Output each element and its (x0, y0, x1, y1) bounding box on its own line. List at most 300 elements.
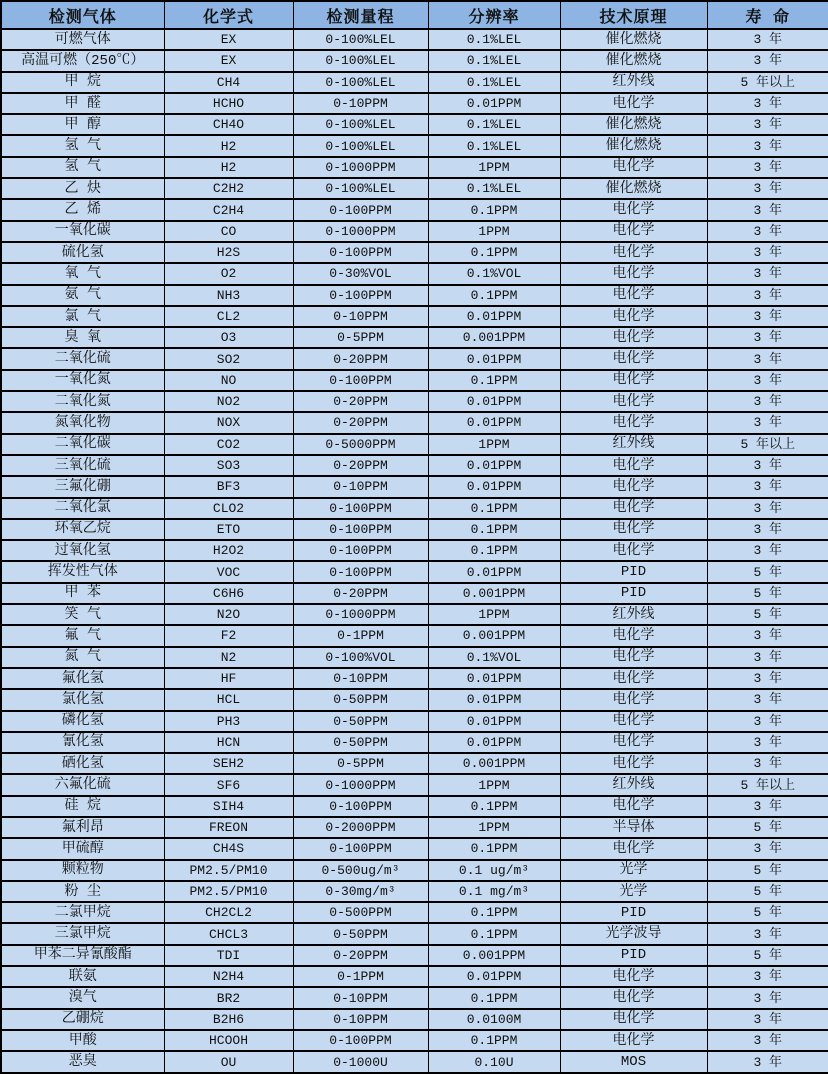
cell-resolution: 0.1PPM (428, 923, 560, 944)
cell-gas: 氨 气 (1, 285, 164, 306)
cell-formula: ETO (164, 519, 293, 540)
cell-resolution: 0.1PPM (428, 242, 560, 263)
cell-lifespan: 3 年 (707, 157, 828, 178)
cell-gas: 过氧化氢 (1, 540, 164, 561)
cell-gas: 臭 氧 (1, 327, 164, 348)
column-header-lifespan: 寿 命 (707, 1, 828, 29)
cell-principle: 电化学 (560, 306, 707, 327)
cell-principle: 电化学 (560, 199, 707, 220)
table-row (1, 157, 828, 178)
cell-resolution: 0.1%LEL (428, 29, 560, 50)
cell-formula: N2 (164, 647, 293, 668)
cell-formula: H2 (164, 157, 293, 178)
cell-gas: 笑 气 (1, 604, 164, 625)
cell-gas: 硫化氢 (1, 242, 164, 263)
column-header-resolution: 分辨率 (428, 1, 560, 29)
cell-resolution: 0.01PPM (428, 689, 560, 710)
cell-principle: MOS (560, 1051, 707, 1073)
table-row (1, 29, 828, 50)
cell-range: 0-100PPM (293, 519, 428, 540)
cell-range: 0-20PPM (293, 945, 428, 966)
cell-range: 0-100PPM (293, 199, 428, 220)
cell-gas: 硅 烷 (1, 796, 164, 817)
cell-lifespan: 5 年 (707, 881, 828, 902)
table-row (1, 519, 828, 540)
cell-formula: SF6 (164, 774, 293, 795)
cell-lifespan: 5 年 (707, 583, 828, 604)
cell-range: 0-100PPM (293, 242, 428, 263)
cell-resolution: 0.0100M (428, 1009, 560, 1030)
cell-formula: O3 (164, 327, 293, 348)
cell-lifespan: 3 年 (707, 391, 828, 412)
cell-principle: 催化燃烧 (560, 114, 707, 135)
cell-formula: SO3 (164, 455, 293, 476)
cell-resolution: 0.1PPM (428, 1030, 560, 1051)
cell-lifespan: 5 年 (707, 817, 828, 838)
cell-resolution: 0.01PPM (428, 391, 560, 412)
table-row (1, 178, 828, 199)
cell-lifespan: 3 年 (707, 796, 828, 817)
cell-principle: PID (560, 583, 707, 604)
cell-principle: 红外线 (560, 434, 707, 455)
cell-resolution: 0.1%LEL (428, 50, 560, 71)
cell-range: 0-50PPM (293, 689, 428, 710)
table-row (1, 923, 828, 944)
cell-gas: 环氧乙烷 (1, 519, 164, 540)
cell-range: 0-500ug/m³ (293, 860, 428, 881)
table-row (1, 72, 828, 93)
column-header-range: 检测量程 (293, 1, 428, 29)
table-row (1, 498, 828, 519)
cell-formula: C2H2 (164, 178, 293, 199)
cell-range: 0-100%LEL (293, 135, 428, 156)
cell-lifespan: 5 年 (707, 604, 828, 625)
cell-formula: CH4S (164, 838, 293, 859)
cell-range: 0-100%LEL (293, 114, 428, 135)
cell-gas: 二氧化氮 (1, 391, 164, 412)
cell-principle: PID (560, 561, 707, 582)
cell-range: 0-20PPM (293, 412, 428, 433)
cell-formula: CH4O (164, 114, 293, 135)
cell-formula: TDI (164, 945, 293, 966)
cell-resolution: 0.01PPM (428, 966, 560, 987)
cell-principle: 电化学 (560, 348, 707, 369)
cell-resolution: 0.1%LEL (428, 72, 560, 93)
cell-lifespan: 3 年 (707, 732, 828, 753)
cell-range: 0-100%LEL (293, 50, 428, 71)
table-row (1, 902, 828, 923)
cell-principle: 电化学 (560, 668, 707, 689)
cell-gas: 乙 烯 (1, 199, 164, 220)
table-row (1, 647, 828, 668)
cell-formula: H2O2 (164, 540, 293, 561)
cell-formula: CO2 (164, 434, 293, 455)
cell-gas: 高温可燃（250℃） (1, 50, 164, 71)
cell-resolution: 0.10U (428, 1051, 560, 1073)
cell-lifespan: 3 年 (707, 647, 828, 668)
table-row (1, 50, 828, 71)
cell-resolution: 0.01PPM (428, 561, 560, 582)
cell-lifespan: 3 年 (707, 455, 828, 476)
cell-formula: N2H4 (164, 966, 293, 987)
cell-formula: CLO2 (164, 498, 293, 519)
cell-resolution: 1PPM (428, 817, 560, 838)
cell-lifespan: 3 年 (707, 753, 828, 774)
cell-principle: 电化学 (560, 1009, 707, 1030)
cell-gas: 磷化氢 (1, 711, 164, 732)
cell-lifespan: 3 年 (707, 242, 828, 263)
table-row (1, 625, 828, 646)
table-row (1, 1051, 828, 1073)
cell-range: 0-50PPM (293, 923, 428, 944)
cell-lifespan: 5 年 (707, 860, 828, 881)
table-row (1, 711, 828, 732)
cell-gas: 氯化氢 (1, 689, 164, 710)
cell-formula: CO (164, 221, 293, 242)
cell-range: 0-20PPM (293, 348, 428, 369)
cell-resolution: 0.1%VOL (428, 647, 560, 668)
cell-formula: FREON (164, 817, 293, 838)
table-row (1, 668, 828, 689)
cell-lifespan: 3 年 (707, 306, 828, 327)
cell-gas: 氮氧化物 (1, 412, 164, 433)
cell-resolution: 0.001PPM (428, 945, 560, 966)
cell-lifespan: 3 年 (707, 285, 828, 306)
cell-principle: 电化学 (560, 285, 707, 306)
cell-gas: 六氟化硫 (1, 774, 164, 795)
cell-range: 0-5000PPM (293, 434, 428, 455)
cell-gas: 二氧化硫 (1, 348, 164, 369)
cell-range: 0-20PPM (293, 583, 428, 604)
cell-gas: 甲酸 (1, 1030, 164, 1051)
cell-gas: 氟 气 (1, 625, 164, 646)
cell-formula: SEH2 (164, 753, 293, 774)
cell-range: 0-2000PPM (293, 817, 428, 838)
cell-lifespan: 3 年 (707, 263, 828, 284)
cell-range: 0-10PPM (293, 1009, 428, 1030)
cell-range: 0-20PPM (293, 455, 428, 476)
cell-resolution: 0.1PPM (428, 519, 560, 540)
cell-lifespan: 3 年 (707, 519, 828, 540)
cell-gas: 二氯甲烷 (1, 902, 164, 923)
cell-range: 0-1PPM (293, 966, 428, 987)
cell-principle: 电化学 (560, 93, 707, 114)
cell-formula: C6H6 (164, 583, 293, 604)
cell-gas: 一氧化碳 (1, 221, 164, 242)
cell-formula: HCHO (164, 93, 293, 114)
table-row (1, 327, 828, 348)
cell-gas: 粉 尘 (1, 881, 164, 902)
cell-lifespan: 3 年 (707, 711, 828, 732)
cell-gas: 二氧化氯 (1, 498, 164, 519)
cell-principle: 电化学 (560, 455, 707, 476)
cell-gas: 三氟化硼 (1, 476, 164, 497)
cell-lifespan: 3 年 (707, 540, 828, 561)
cell-formula: NO2 (164, 391, 293, 412)
cell-range: 0-5PPM (293, 327, 428, 348)
cell-formula: CH2CL2 (164, 902, 293, 923)
cell-lifespan: 3 年 (707, 93, 828, 114)
cell-lifespan: 3 年 (707, 668, 828, 689)
cell-range: 0-1000PPM (293, 604, 428, 625)
table-row (1, 285, 828, 306)
cell-lifespan: 3 年 (707, 199, 828, 220)
table-header (1, 1, 828, 29)
cell-resolution: 1PPM (428, 774, 560, 795)
cell-range: 0-1PPM (293, 625, 428, 646)
cell-gas: 甲 苯 (1, 583, 164, 604)
cell-principle: PID (560, 945, 707, 966)
column-header-principle: 技术原理 (560, 1, 707, 29)
cell-resolution: 0.1%VOL (428, 263, 560, 284)
cell-gas: 一氧化氮 (1, 370, 164, 391)
cell-formula: EX (164, 29, 293, 50)
cell-resolution: 0.001PPM (428, 327, 560, 348)
cell-formula: EX (164, 50, 293, 71)
cell-resolution: 0.1PPM (428, 540, 560, 561)
cell-resolution: 0.01PPM (428, 732, 560, 753)
cell-lifespan: 3 年 (707, 221, 828, 242)
table-row (1, 370, 828, 391)
cell-principle: 催化燃烧 (560, 50, 707, 71)
cell-range: 0-100%LEL (293, 178, 428, 199)
table-row (1, 221, 828, 242)
cell-resolution: 0.01PPM (428, 668, 560, 689)
cell-formula: PM2.5/PM10 (164, 881, 293, 902)
cell-formula: H2S (164, 242, 293, 263)
cell-resolution: 1PPM (428, 604, 560, 625)
table-row (1, 774, 828, 795)
cell-formula: HCL (164, 689, 293, 710)
cell-principle: 光学 (560, 881, 707, 902)
cell-gas: 氮 气 (1, 647, 164, 668)
cell-formula: O2 (164, 263, 293, 284)
table-row (1, 1009, 828, 1030)
cell-resolution: 0.01PPM (428, 306, 560, 327)
cell-lifespan: 5 年以上 (707, 434, 828, 455)
table-row (1, 604, 828, 625)
column-header-gas: 检测气体 (1, 1, 164, 29)
cell-formula: SIH4 (164, 796, 293, 817)
cell-range: 0-10PPM (293, 476, 428, 497)
cell-principle: 电化学 (560, 987, 707, 1008)
cell-lifespan: 3 年 (707, 50, 828, 71)
cell-formula: HCN (164, 732, 293, 753)
table-row (1, 561, 828, 582)
cell-principle: 光学波导 (560, 923, 707, 944)
cell-gas: 可燃气体 (1, 29, 164, 50)
cell-formula: PM2.5/PM10 (164, 860, 293, 881)
cell-range: 0-100PPM (293, 285, 428, 306)
cell-range: 0-100PPM (293, 1030, 428, 1051)
cell-principle: 电化学 (560, 476, 707, 497)
cell-lifespan: 3 年 (707, 476, 828, 497)
cell-range: 0-5PPM (293, 753, 428, 774)
cell-range: 0-100PPM (293, 796, 428, 817)
cell-principle: 电化学 (560, 753, 707, 774)
cell-formula: H2 (164, 135, 293, 156)
cell-principle: 催化燃烧 (560, 135, 707, 156)
cell-formula: NOX (164, 412, 293, 433)
cell-lifespan: 3 年 (707, 370, 828, 391)
cell-range: 0-100%LEL (293, 29, 428, 50)
table-row (1, 732, 828, 753)
cell-resolution: 0.01PPM (428, 455, 560, 476)
table-row (1, 242, 828, 263)
cell-gas: 氢 气 (1, 157, 164, 178)
cell-resolution: 0.1 mg/m³ (428, 881, 560, 902)
cell-lifespan: 3 年 (707, 327, 828, 348)
cell-principle: 光学 (560, 860, 707, 881)
cell-principle: 电化学 (560, 711, 707, 732)
table-row (1, 753, 828, 774)
cell-formula: NO (164, 370, 293, 391)
cell-range: 0-1000PPM (293, 774, 428, 795)
cell-resolution: 0.001PPM (428, 625, 560, 646)
table-row (1, 476, 828, 497)
table-row (1, 455, 828, 476)
cell-principle: 电化学 (560, 498, 707, 519)
column-header-formula: 化学式 (164, 1, 293, 29)
cell-resolution: 0.01PPM (428, 412, 560, 433)
cell-gas: 氟化氢 (1, 668, 164, 689)
cell-principle: 电化学 (560, 1030, 707, 1051)
cell-principle: 电化学 (560, 221, 707, 242)
table-row (1, 966, 828, 987)
table-row (1, 114, 828, 135)
cell-resolution: 0.1PPM (428, 370, 560, 391)
cell-principle: 电化学 (560, 838, 707, 859)
cell-resolution: 0.1PPM (428, 838, 560, 859)
cell-formula: CL2 (164, 306, 293, 327)
cell-range: 0-20PPM (293, 391, 428, 412)
cell-formula: C2H4 (164, 199, 293, 220)
table-row (1, 412, 828, 433)
cell-lifespan: 3 年 (707, 114, 828, 135)
cell-principle: 电化学 (560, 625, 707, 646)
table-row (1, 263, 828, 284)
cell-gas: 三氧化硫 (1, 455, 164, 476)
table-row (1, 987, 828, 1008)
cell-lifespan: 5 年以上 (707, 774, 828, 795)
cell-lifespan: 5 年 (707, 561, 828, 582)
table-row (1, 689, 828, 710)
cell-lifespan: 3 年 (707, 923, 828, 944)
table-row (1, 540, 828, 561)
cell-principle: 红外线 (560, 604, 707, 625)
cell-range: 0-100%LEL (293, 72, 428, 93)
cell-formula: HF (164, 668, 293, 689)
cell-resolution: 0.01PPM (428, 711, 560, 732)
cell-range: 0-10PPM (293, 987, 428, 1008)
cell-range: 0-10PPM (293, 93, 428, 114)
cell-gas: 颗粒物 (1, 860, 164, 881)
cell-formula: SO2 (164, 348, 293, 369)
cell-resolution: 0.001PPM (428, 583, 560, 604)
cell-resolution: 0.1PPM (428, 796, 560, 817)
cell-gas: 恶臭 (1, 1051, 164, 1073)
cell-formula: BR2 (164, 987, 293, 1008)
cell-gas: 二氧化碳 (1, 434, 164, 455)
cell-range: 0-30%VOL (293, 263, 428, 284)
cell-range: 0-100PPM (293, 498, 428, 519)
cell-resolution: 0.1PPM (428, 987, 560, 1008)
cell-resolution: 1PPM (428, 434, 560, 455)
cell-lifespan: 3 年 (707, 987, 828, 1008)
cell-formula: PH3 (164, 711, 293, 732)
cell-principle: 电化学 (560, 647, 707, 668)
header-row (1, 1, 828, 29)
cell-lifespan: 5 年以上 (707, 72, 828, 93)
cell-formula: HCOOH (164, 1030, 293, 1051)
cell-resolution: 0.1PPM (428, 902, 560, 923)
cell-lifespan: 3 年 (707, 966, 828, 987)
cell-principle: 电化学 (560, 157, 707, 178)
cell-gas: 乙 炔 (1, 178, 164, 199)
cell-range: 0-50PPM (293, 711, 428, 732)
cell-resolution: 0.1 ug/m³ (428, 860, 560, 881)
cell-gas: 溴气 (1, 987, 164, 1008)
cell-lifespan: 5 年 (707, 945, 828, 966)
cell-gas: 三氯甲烷 (1, 923, 164, 944)
cell-lifespan: 3 年 (707, 348, 828, 369)
cell-range: 0-30mg/m³ (293, 881, 428, 902)
table-body (1, 29, 828, 1073)
cell-principle: 电化学 (560, 796, 707, 817)
cell-gas: 氰化氢 (1, 732, 164, 753)
cell-range: 0-100PPM (293, 838, 428, 859)
cell-formula: CH4 (164, 72, 293, 93)
cell-range: 0-10PPM (293, 668, 428, 689)
cell-range: 0-100%VOL (293, 647, 428, 668)
cell-lifespan: 3 年 (707, 1030, 828, 1051)
cell-formula: VOC (164, 561, 293, 582)
cell-resolution: 0.01PPM (428, 93, 560, 114)
table-row (1, 945, 828, 966)
table-row (1, 434, 828, 455)
cell-principle: 电化学 (560, 689, 707, 710)
cell-gas: 氯 气 (1, 306, 164, 327)
table-row (1, 391, 828, 412)
cell-range: 0-100PPM (293, 561, 428, 582)
cell-resolution: 0.1PPM (428, 199, 560, 220)
table-row (1, 135, 828, 156)
cell-resolution: 0.1%LEL (428, 114, 560, 135)
cell-formula: CHCL3 (164, 923, 293, 944)
cell-principle: 半导体 (560, 817, 707, 838)
cell-gas: 甲硫醇 (1, 838, 164, 859)
cell-lifespan: 3 年 (707, 1009, 828, 1030)
cell-lifespan: 3 年 (707, 625, 828, 646)
table-row (1, 583, 828, 604)
cell-range: 0-500PPM (293, 902, 428, 923)
cell-range: 0-50PPM (293, 732, 428, 753)
cell-lifespan: 5 年 (707, 902, 828, 923)
cell-formula: OU (164, 1051, 293, 1073)
cell-lifespan: 3 年 (707, 689, 828, 710)
cell-principle: 电化学 (560, 370, 707, 391)
cell-range: 0-1000PPM (293, 157, 428, 178)
table-row (1, 306, 828, 327)
cell-principle: PID (560, 902, 707, 923)
table-row (1, 838, 828, 859)
cell-principle: 催化燃烧 (560, 29, 707, 50)
cell-resolution: 0.1PPM (428, 498, 560, 519)
cell-formula: NH3 (164, 285, 293, 306)
cell-range: 0-100PPM (293, 370, 428, 391)
cell-gas: 氧 气 (1, 263, 164, 284)
cell-principle: 电化学 (560, 540, 707, 561)
